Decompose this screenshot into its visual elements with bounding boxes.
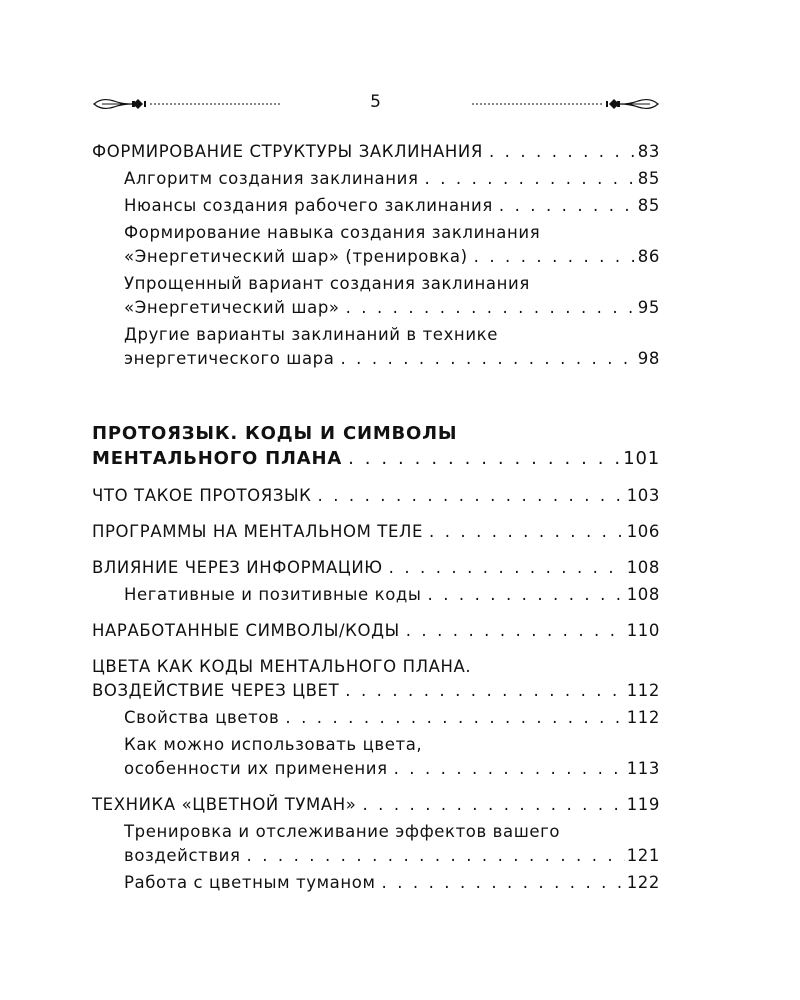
toc-entry bbox=[92, 706, 660, 730]
toc-entry bbox=[92, 655, 660, 703]
toc-entry bbox=[92, 871, 660, 895]
toc-entry bbox=[92, 140, 660, 164]
toc-entry bbox=[92, 421, 660, 471]
toc-entry-title: Негативные и позитивные коды bbox=[124, 585, 422, 604]
toc-entry-title: Тренировка и отслеживание эффектов вашего bbox=[124, 822, 561, 841]
page-header bbox=[92, 90, 660, 118]
toc-page-number: 85 bbox=[637, 169, 660, 188]
toc-page-number: 106 bbox=[626, 522, 660, 541]
toc-entry-title: НАРАБОТАННЫЕ СИМВОЛЫ/КОДЫ bbox=[92, 621, 400, 640]
toc-page-number: 121 bbox=[626, 846, 660, 865]
dot-leader bbox=[388, 757, 625, 781]
dot-leader bbox=[423, 520, 625, 544]
dot-leader bbox=[493, 194, 636, 218]
toc-entry bbox=[92, 793, 660, 817]
toc-page-number: 86 bbox=[637, 247, 660, 266]
ornament-right-icon bbox=[470, 96, 660, 112]
toc-page-number: 119 bbox=[626, 795, 660, 814]
toc-entry bbox=[92, 167, 660, 191]
dot-leader bbox=[312, 484, 625, 508]
toc-entry-title: ВЛИЯНИЕ ЧЕРЕЗ ИНФОРМАЦИЮ bbox=[92, 558, 383, 577]
dot-leader bbox=[340, 296, 636, 320]
toc-entry bbox=[92, 583, 660, 607]
toc-entry bbox=[92, 221, 660, 269]
toc-entry bbox=[92, 323, 660, 371]
toc-page-number: 108 bbox=[626, 558, 660, 577]
toc-entry-title: Формирование навыка создания заклинания bbox=[124, 223, 541, 242]
toc-entry-title: ПРОГРАММЫ НА МЕНТАЛЬНОМ ТЕЛЕ bbox=[92, 522, 424, 541]
toc-entry bbox=[92, 272, 660, 320]
dot-leader bbox=[419, 167, 636, 191]
toc-entry-title: Как можно использовать цвета, bbox=[124, 735, 423, 754]
toc-page-number: 103 bbox=[626, 486, 660, 505]
toc-page-number: 113 bbox=[626, 759, 660, 778]
dot-leader bbox=[334, 347, 635, 371]
toc-page-number: 112 bbox=[626, 708, 660, 727]
dot-leader bbox=[279, 706, 624, 730]
toc-entry bbox=[92, 520, 660, 544]
toc-entry-title: Другие варианты заклинаний в технике bbox=[124, 325, 498, 344]
toc-entry-title: Упрощенный вариант создания заклинания bbox=[124, 274, 530, 293]
toc-entry-title: МЕНТАЛЬНОГО ПЛАНА bbox=[92, 448, 343, 469]
dot-leader bbox=[383, 556, 625, 580]
toc-page-number: 122 bbox=[626, 873, 660, 892]
toc-page-number: 95 bbox=[637, 298, 660, 317]
toc-entry-title: энергетического шара bbox=[124, 349, 335, 368]
toc-entry-title: Нюансы создания рабочего заклинания bbox=[124, 196, 493, 215]
toc-page-number: 108 bbox=[626, 585, 660, 604]
page-number: 5 bbox=[370, 92, 382, 112]
toc-entry-title: «Энергетический шар» bbox=[124, 298, 340, 317]
toc-entry bbox=[92, 556, 660, 580]
toc-page-number: 112 bbox=[626, 681, 660, 700]
dot-leader bbox=[468, 245, 636, 269]
toc-entry bbox=[92, 194, 660, 218]
toc-entry-title: Алгоритм создания заклинания bbox=[124, 169, 419, 188]
toc-entry-title: ВОЗДЕЙСТВИЕ ЧЕРЕЗ ЦВЕТ bbox=[92, 681, 340, 700]
toc-entry-title: воздействия bbox=[124, 846, 241, 865]
toc-entry bbox=[92, 484, 660, 508]
toc-entry-title: ЧТО ТАКОЕ ПРОТОЯЗЫК bbox=[92, 486, 312, 505]
toc-entry bbox=[92, 619, 660, 643]
dot-leader bbox=[422, 583, 625, 607]
toc-entry-title: «Энергетический шар» (тренировка) bbox=[124, 247, 468, 266]
toc-entry-title: ПРОТОЯЗЫК. КОДЫ И СИМВОЛЫ bbox=[92, 423, 458, 444]
toc-entry-title: Работа с цветным туманом bbox=[124, 873, 376, 892]
table-of-contents bbox=[92, 140, 660, 895]
dot-leader bbox=[342, 446, 621, 471]
toc-entry-title: ЦВЕТА КАК КОДЫ МЕНТАЛЬНОГО ПЛАНА. bbox=[92, 657, 472, 676]
dot-leader bbox=[483, 140, 636, 164]
toc-entry-title: ТЕХНИКА «ЦВЕТНОЙ ТУМАН» bbox=[92, 795, 357, 814]
toc-entry-title: Свойства цветов bbox=[124, 708, 280, 727]
toc-entry-title: ФОРМИРОВАНИЕ СТРУКТУРЫ ЗАКЛИНАНИЯ bbox=[92, 142, 483, 161]
toc-page-number: 101 bbox=[623, 448, 660, 469]
dot-leader bbox=[356, 793, 624, 817]
toc-page-number: 98 bbox=[637, 349, 660, 368]
dot-leader bbox=[339, 679, 624, 703]
dot-leader bbox=[241, 844, 625, 868]
toc-entry-title: особенности их применения bbox=[124, 759, 388, 778]
toc-page-number: 85 bbox=[637, 196, 660, 215]
dot-leader bbox=[376, 871, 625, 895]
toc-entry bbox=[92, 820, 660, 868]
toc-page-number: 83 bbox=[637, 142, 660, 161]
dot-leader bbox=[400, 619, 625, 643]
toc-entry bbox=[92, 733, 660, 781]
toc-page-number: 110 bbox=[626, 621, 660, 640]
